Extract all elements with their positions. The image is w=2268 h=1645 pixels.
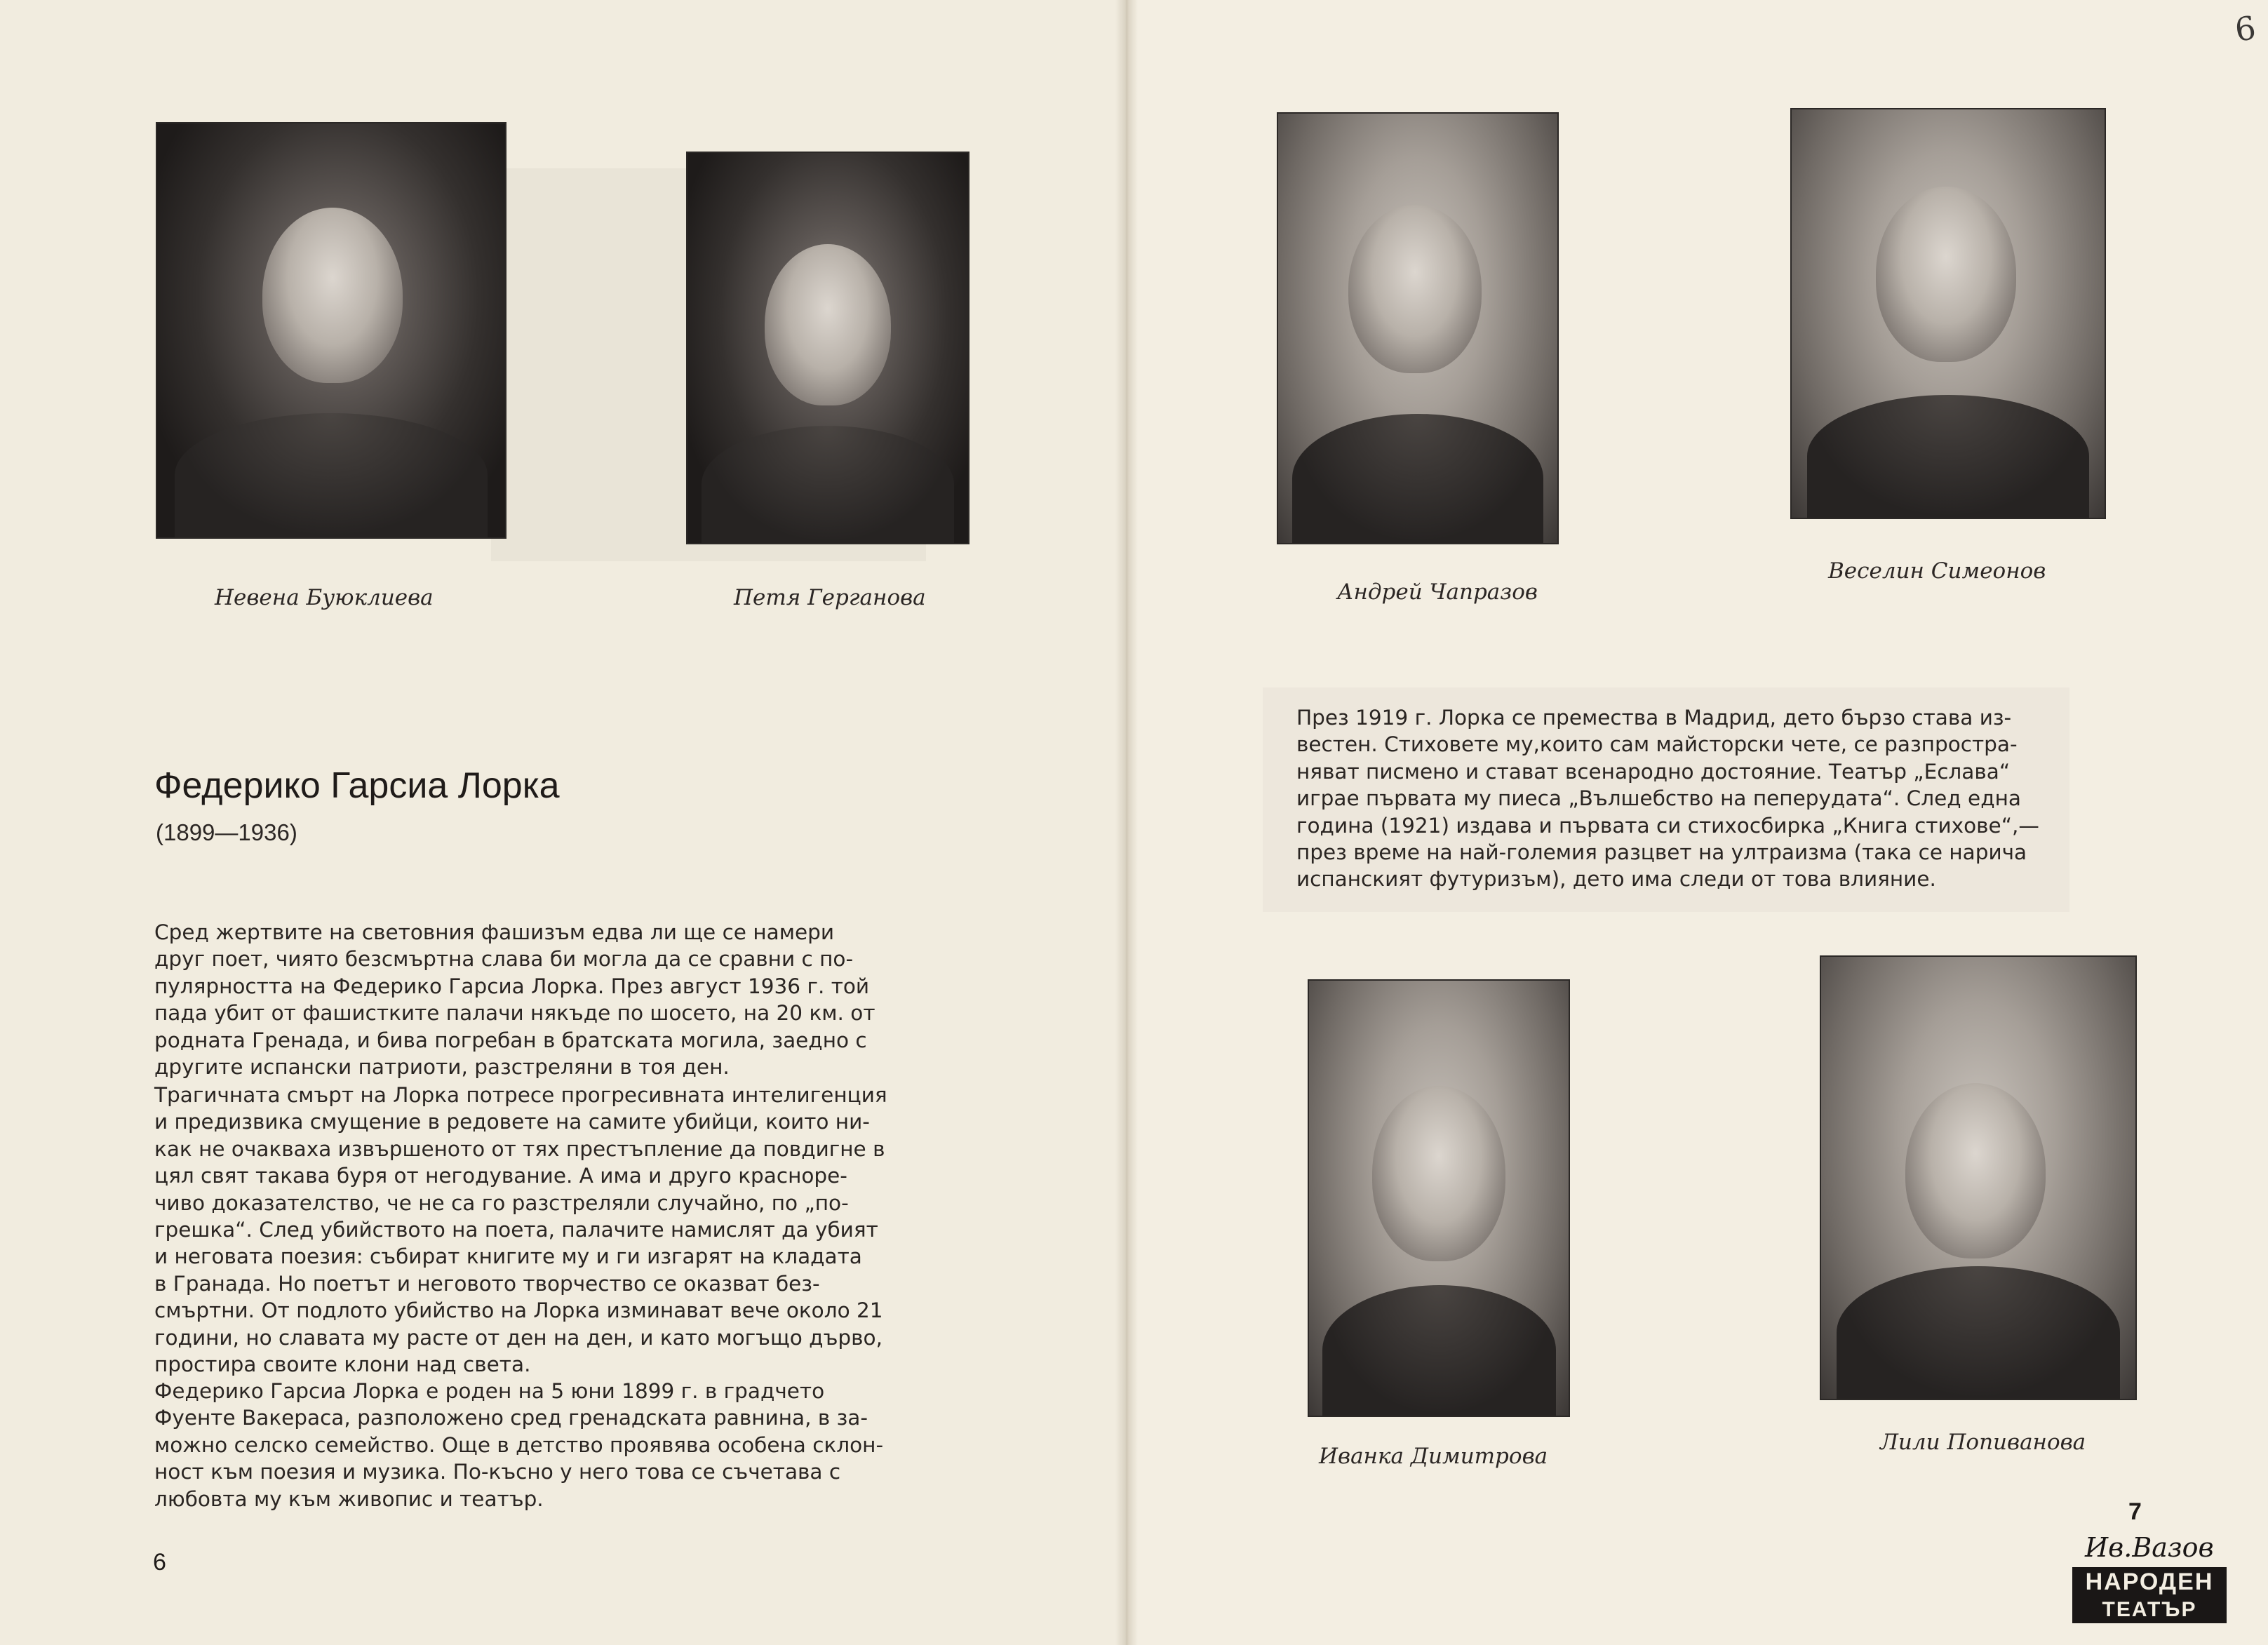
text-line: години, но славата му расте от ден на ден, и като могъщо дърво,	[154, 1325, 883, 1350]
photo-caption: Веселин Симеонов	[1828, 558, 2046, 584]
text-line: ност към поезия и музика. По-късно у него това се съчетава с	[154, 1460, 841, 1484]
text-line: Сред жертвите на световния фашизъм едва ли ще се намери	[154, 920, 834, 944]
national-theatre-logo	[2068, 1529, 2229, 1622]
article-years: (1899—1936)	[156, 819, 297, 845]
text-line: година (1921) издава и първата си стихосбирка „Книга стихове“,—	[1296, 813, 2039, 838]
text-line: цял свят такава буря от негодувание. А има и друго красноре-	[154, 1164, 847, 1188]
text-line: родната Гренада, и бива погребан в братската могила, заедно с	[154, 1028, 867, 1052]
photo-caption: Лили Попиванова	[1880, 1430, 2086, 1455]
portrait-photo	[687, 153, 968, 543]
text-line: Фуенте Вакераса, разположено сред гренадската равнина, в за-	[154, 1406, 868, 1430]
text-line: друг поет, чиято безсмъртна слава би могла да се сравни с по-	[154, 947, 854, 972]
article-paragraph-1	[154, 919, 875, 1080]
text-line: грешка“. След убийството на поета, палачите намислят да убият	[154, 1218, 878, 1242]
text-line: През 1919 г. Лорка се премества в Мадрид, дето бързо става из-	[1296, 706, 2012, 730]
article-paragraph-3	[154, 1378, 883, 1512]
text-line: смъртни. От подлото убийство на Лорка изминават вече около 21	[154, 1298, 883, 1323]
text-line: пулярността на Федерико Гарсиа Лорка. През август 1936 г. той	[154, 974, 870, 998]
text-line: вестен. Стиховете му,които сам майсторски чете, се разпростра-	[1296, 732, 2018, 757]
logo-script-text: Ив.Вазов	[2085, 1532, 2214, 1563]
text-line: през време на най-големия разцвет на ултраизма (така се нарича	[1296, 840, 2027, 865]
text-line: испанският футуризъм), дето има следи от това влияние.	[1296, 867, 1936, 892]
text-line: пада убит от фашистките палачи някъде по шосето, на 20 км. от	[154, 1001, 875, 1026]
portrait-photo	[157, 123, 505, 537]
handwritten-page-mark: 6	[2232, 8, 2258, 49]
text-line: чиво доказателство, че не са го разстреляли случайно, по „по-	[154, 1190, 849, 1215]
text-line: простира своите клони над света.	[154, 1352, 531, 1377]
photo-caption: Андрей Чапразов	[1337, 579, 1538, 605]
portrait-photo	[1278, 114, 1557, 543]
text-line: в Гранада. Но поетът и неговото творчество се оказват без-	[154, 1271, 820, 1296]
text-line: другите испански патриоти, разстреляни в тоя ден.	[154, 1055, 730, 1080]
page-number-right: 7	[2128, 1498, 2142, 1525]
portrait-photo	[1792, 109, 2105, 518]
book-gutter	[1115, 0, 1138, 1645]
text-line: Трагичната смърт на Лорка потресе прогресивната интелигенция	[154, 1083, 887, 1107]
text-line: и неговата поезия: събират книгите му и ги изгарят на кладата	[154, 1244, 862, 1269]
photo-caption: Иванка Димитрова	[1319, 1444, 1548, 1469]
text-line: любовта му към живопис и театър.	[154, 1486, 544, 1511]
logo-line-1: НАРОДЕН	[2072, 1567, 2227, 1597]
text-line: как не очакваха извършеното от тях престъпление да повдигне в	[154, 1136, 885, 1161]
photo-caption: Петя Герганова	[734, 585, 926, 610]
text-line: играе първата му пиеса „Вълшебство на пеперудата“. След една	[1296, 786, 2021, 811]
article-title: Федерико Гарсиа Лорка	[154, 765, 560, 806]
text-line: няват писмено и стават всенародно достояние. Театър „Еслава“	[1296, 759, 2011, 784]
article-paragraph-2	[154, 1082, 887, 1378]
photo-caption: Невена Буюклиева	[215, 585, 434, 610]
text-line: Федерико Гарсиа Лорка е роден на 5 юни 1899 г. в градчето	[154, 1379, 825, 1403]
page-number-left: 6	[153, 1549, 166, 1576]
article-paragraph-4	[1296, 704, 2039, 893]
portrait-photo	[1309, 981, 1569, 1416]
logo-line-2: ТЕАТЪР	[2072, 1597, 2227, 1623]
text-line: можно селско семейство. Още в детство проявява особена склон-	[154, 1432, 884, 1457]
text-line: и предизвика смущение в редовете на самите убийци, които ни-	[154, 1110, 870, 1134]
portrait-photo	[1821, 957, 2135, 1399]
